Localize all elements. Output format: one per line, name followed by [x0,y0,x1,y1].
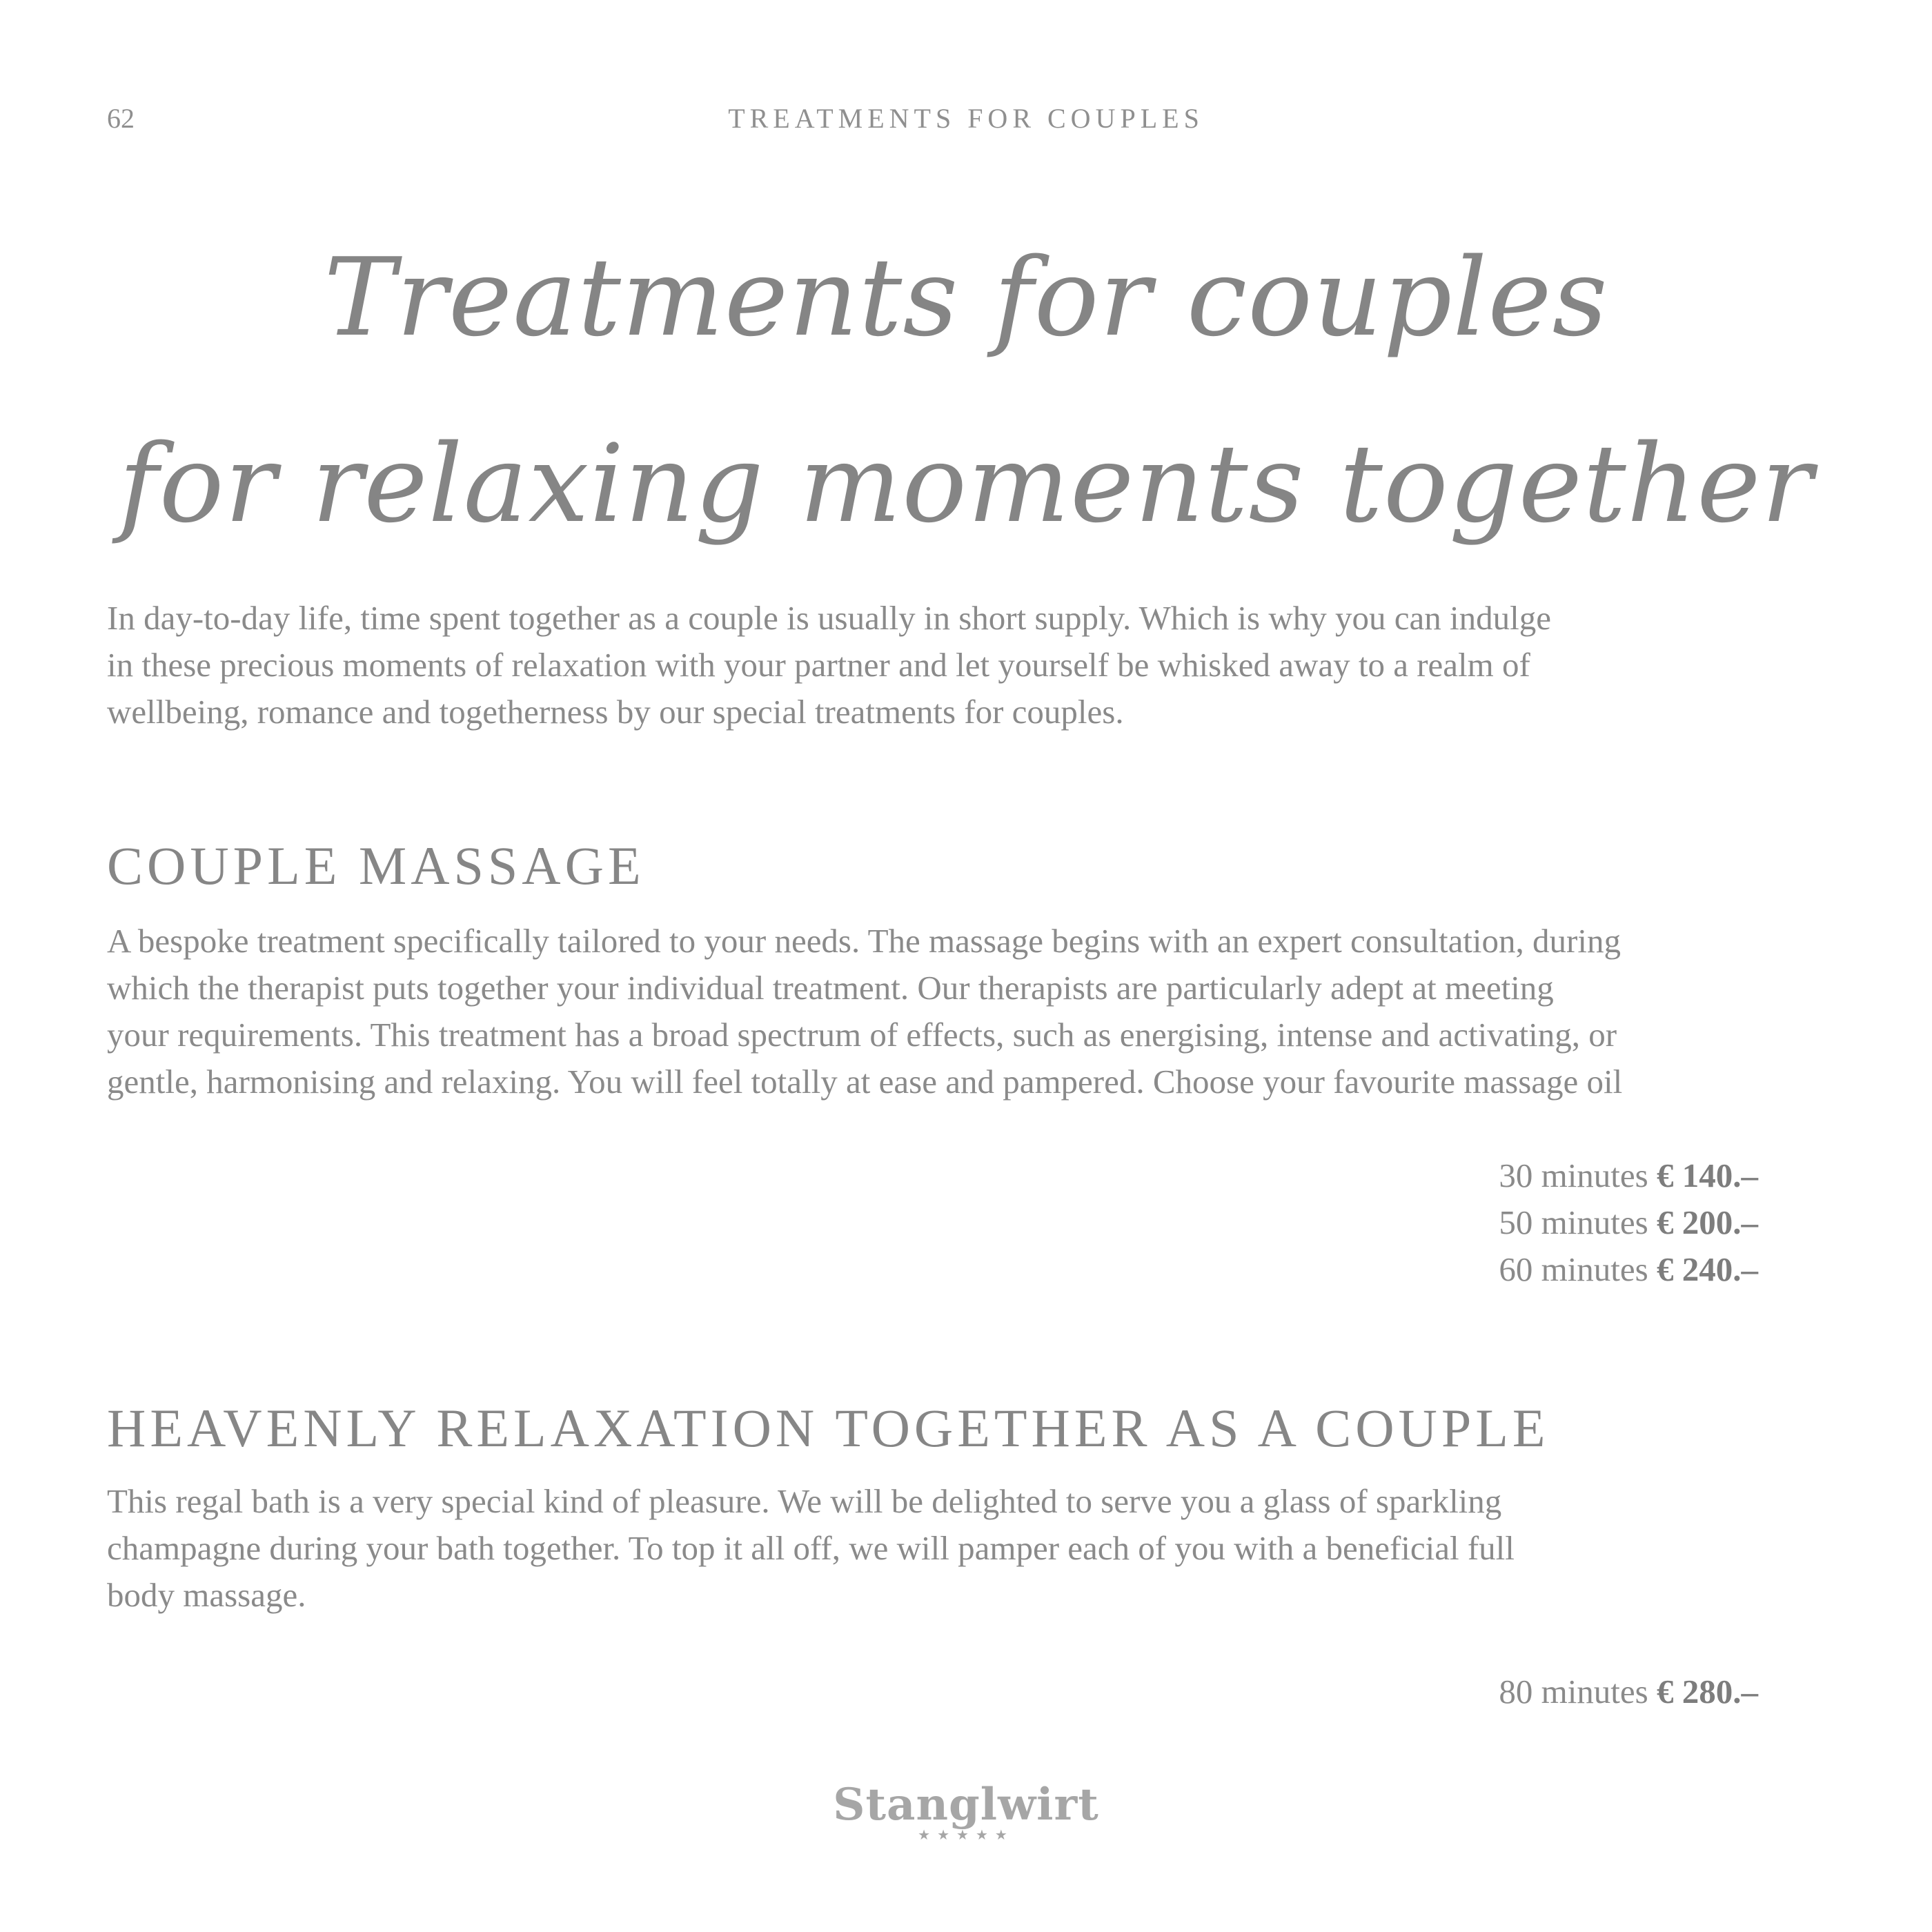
section-line: which the therapist puts together your individual treatment. Our therapists are particularly adept at meeting [107,969,1554,1007]
price-duration: 30 minutes [1499,1156,1648,1194]
price-list-heavenly-relaxation [1499,1668,1758,1715]
price-amount: € 240.– [1657,1250,1758,1288]
section-line: champagne during your bath together. To top it all off, we will pamper each of you with a beneficial full [107,1529,1515,1567]
section-heading-couple-massage: COUPLE MASSAGE [107,836,645,896]
page-number: 62 [107,103,135,134]
price-amount: € 280.– [1657,1673,1758,1711]
brand-logo [0,1779,1932,1843]
logo-stars-icon: ★★★★★ [918,1826,1014,1843]
intro-line: In day-to-day life, time spent together as a couple is usually in short supply. Which is why you can indulge [107,599,1551,637]
section-text-heavenly-relaxation [107,1478,1791,1619]
page-title-line-1: Treatments for couples [324,235,1608,360]
price-duration: 50 minutes [1499,1203,1648,1241]
price-duration: 80 minutes [1499,1673,1648,1711]
section-text-couple-massage [107,918,1791,1105]
price-row [1499,1668,1758,1715]
page-title-line-2: for relaxing moments together [118,421,1814,546]
section-heading-heavenly-relaxation: HEAVENLY RELAXATION TOGETHER AS A COUPLE [107,1398,1550,1458]
section-line: body massage. [107,1576,306,1614]
price-row [1499,1246,1758,1293]
intro-paragraph [107,595,1791,736]
price-row [1499,1152,1758,1199]
intro-line: wellbeing, romance and togetherness by our special treatments for couples. [107,693,1124,731]
price-amount: € 140.– [1657,1156,1758,1194]
section-line: This regal bath is a very special kind of pleasure. We will be delighted to serve you a glass of sparkling [107,1482,1502,1520]
logo-wordmark: Stanglwirt [833,1779,1099,1831]
price-amount: € 200.– [1657,1203,1758,1241]
section-line: A bespoke treatment specifically tailored to your needs. The massage begins with an expert consultation, during [107,922,1621,960]
running-head: TREATMENTS FOR COUPLES [728,103,1204,134]
section-line: gentle, harmonising and relaxing. You will feel totally at ease and pampered. Choose your favourite massage oil [107,1063,1623,1101]
intro-line: in these precious moments of relaxation with your partner and let yourself be whisked away to a realm of [107,646,1530,684]
price-row [1499,1199,1758,1246]
price-list-couple-massage [1499,1152,1758,1293]
price-duration: 60 minutes [1499,1250,1648,1288]
section-line: your requirements. This treatment has a broad spectrum of effects, such as energising, intense and activating, or [107,1016,1617,1054]
